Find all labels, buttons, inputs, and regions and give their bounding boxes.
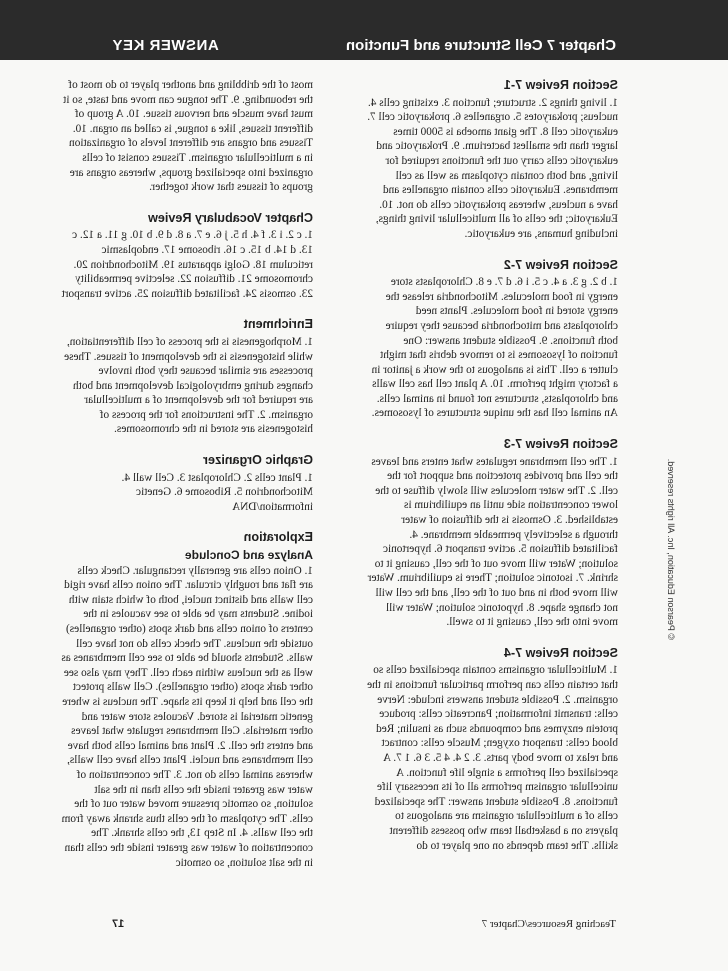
chapter-vocabulary-review	[61, 211, 313, 302]
section-title: Section Review 7-3	[503, 437, 618, 452]
section-review-7-3	[366, 437, 618, 630]
section-text: 1. b 2. g 3. a 4. c 5. i 6. d 7. e 8. Chloroplasts store energy in food molecules. Mitochondria release the energy stored in food molecules. Plants need chloroplasts and mitochondria because they require both functions. 9. Possible student answer: One function of lysosomes is to remove debris that might clutter a cell. This is analogous to the work a janitor in a factory might perform. 10. A plant cell has cell walls and chloroplasts, structures not found in animal cells. An animal cell has the unique structures of lysosomes.	[371, 276, 618, 420]
right-column	[61, 78, 313, 886]
answer-key-label: ANSWER KEY	[112, 37, 219, 54]
footer-source: Teaching Resources/Chapter 7	[481, 918, 616, 930]
section-review-7-2	[366, 258, 618, 422]
section-title: Exploration	[243, 530, 313, 545]
graphic-organizer	[61, 453, 313, 514]
section-title: Enrichment	[243, 317, 313, 332]
section-text: 1. c 2. i 3. f 4. h 5. j 6. e 7. a 8. d 9. b 10. g 11. a 12. c 13. d 14. b 15. c 16. ribosome 17. endoplasmic reticulum 18. Golgi apparatus 19. Mitochondrion 20. chromosome 21. diffusion 22. selective permeability 23. osmosis 24. facilitated diffusion 25. active transport	[61, 229, 313, 300]
exploration	[61, 530, 313, 870]
section-text: 1. Multicellular organisms contain specialized cells so that certain cells can perform particular functions in the organism. 2. Possible student answers include: Nerve cells: transmit information; Pancreatic cells: produce protein enzymes and compounds such as insulin; Red blood cells: transport oxygen; Muscle cells: contract and relax to move body parts. 3. 2 4. 4 5. 3 6. 1 7. A specialized cell performs a single life function. A unicellular organism performs all of its necessary life functions. 8. Possible student answer: The specialized cells of a multicellular organism are analogous to players on a basketball team who possess different skills. The team depends on one player to do	[367, 664, 618, 852]
chapter-title: Chapter 7 Cell Structure and Function	[345, 37, 616, 54]
section-review-7-1	[366, 78, 618, 242]
section-title: Section Review 7-1	[503, 78, 618, 92]
section-text: most of the dribbling and another player to do most of the rebounding. 9. The tongue can move and taste, so it must have muscle and nervous tissue. 10. A group of different tissues, like a tongue, is called an organ. 10. Tissues and organs are different levels of organization in a multicellular organism. Tissues consist of cells organized into specialized groups, whereas organs are groups of tissues that work together.	[63, 79, 313, 194]
left-column	[366, 78, 618, 869]
copyright-note: © Pearson Education, Inc. All rights reserved.	[666, 458, 676, 640]
continued-text	[61, 78, 313, 195]
page-number: 17	[112, 918, 125, 930]
section-text: 1. Morphogenesis is the process of cell differentiation, while histogenesis is the development of tissues. These processes are similar because they both involve changes during embryological development and both are required for the development of a multicellular organism. 2. The instructions for the process of histogenesis are stored in the chromosomes.	[64, 335, 313, 436]
section-text: 1. Onion cells are generally rectangular. Check cells are flat and roughly circular. The onion cells have rigid cell walls and distinct nuclei, both of which stain with iodine. Students may be able to see vacuoles in the centers of onion cells and dark spots (other organelles) outside the nucleus. The check cells do not have cell walls. Students should be able to see cell membranes as well as the nucleus within each cell. They may also see other dark spots (other organelles). Cell walls protect the cell and help it keep its shape. The nucleus is where genetic material is stored. Vacuoles store water and other materials. Cell membranes regulate what leaves and enters the cell. 2. Plant and animal cells both have cell membranes and nuclei. Plant cells have cell walls, whereas animal cells do not. 3. The concentration of water was greater inside the cells than in the salt solution, so osmotic pressure moved water out of the cells. The cytoplasm of the cells thus shrank away from the cell walls. 4. In Step 13, the cells shrank. The concentration of water was greater inside the cells than in the salt solution, so osmotic	[61, 564, 313, 869]
section-subtitle: Analyze and Conclude	[184, 548, 313, 563]
section-text: 1. Plant cells 2. Chloroplast 3. Cell wall 4. Mitochondrion 5. Ribosome 6. Genetic information/DNA	[121, 471, 313, 513]
section-review-7-4	[366, 646, 618, 853]
section-title: Chapter Vocabulary Review	[148, 210, 313, 225]
section-text: 1. living things 2. structure; function 3. existing cells 4. nucleus; prokaryotes 5. organelles 6. prokaryotic cell 7. eukaryotic cell 8. The giant amoeba is 5000 times larger than the smallest bacterium. 9. Prokaryotic and eukaryotic cells carry out the functions required for living, and both contain cytoplasm as well as cell membranes. Eukaryotic cells contain organelles and have a nucleus, whereas prokaryotic cells do not. 10. Eukaryotic; the cells of all multicellular living things, including humans, are eukaryotic.	[367, 96, 618, 240]
page-header	[0, 0, 728, 60]
section-title: Section Review 7-4	[503, 645, 618, 660]
section-text: 1. The cell membrane regulates what enters and leaves the cell and provides protection and support for the cell. 2. The water molecules will slowly diffuse to the lower concentration side until an equilibrium is established. 3. Osmosis is the diffusion of water through a selectively permeable membrane. 4. facilitated diffusion 5. active transport 6. hypertonic solution; Water will move out of the cell, causing it to shrink. 7. isotonic solution; There is equilibrium. Water will move both in and out of the cell, and the cell will not change shape. 8. hypotonic solution; Water will move into the cell, causing it to swell.	[367, 455, 618, 629]
section-title: Section Review 7-2	[503, 257, 618, 272]
enrichment	[61, 317, 313, 437]
section-title: Graphic Organizer	[203, 453, 313, 468]
